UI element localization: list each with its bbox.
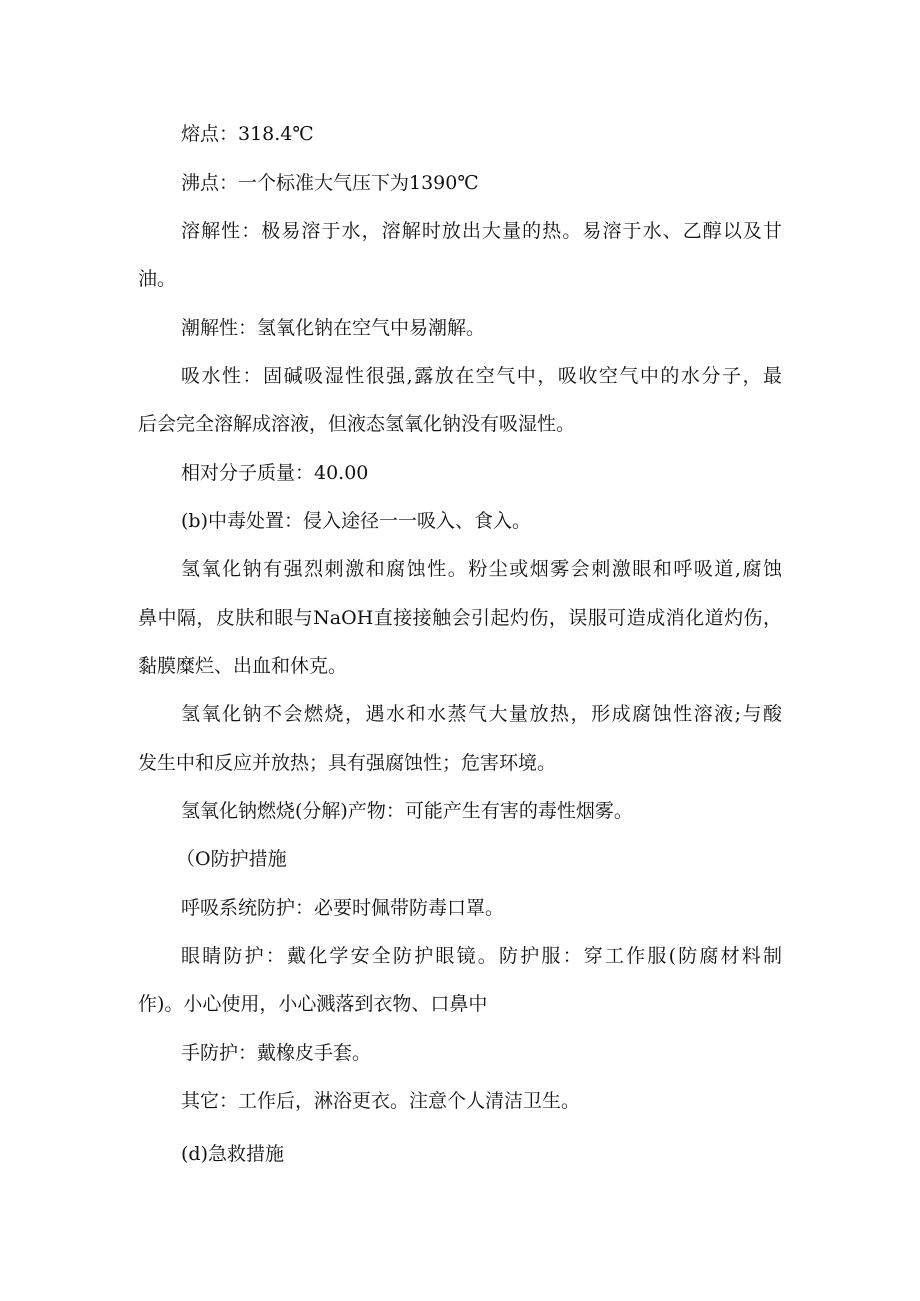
deliquescence-line: 潮解性：氢氧化钠在空气中易潮解。 (181, 317, 486, 339)
other-protection-line: 其它：工作后，淋浴更衣。注意个人清洁卫生。 (181, 1090, 581, 1112)
solubility-line-1: 溶解性：极易溶于水，溶解时放出大量的热。易溶于水、乙醇以及甘 (181, 220, 782, 242)
solubility-line-2: 油。 (138, 268, 177, 290)
hazard-line-2: 鼻中隔，皮肤和眼与NaOH直接接触会引起灼伤，误服可造成消化道灼伤， (138, 607, 782, 629)
hazard-line-1: 氢氧化钠有强烈刺激和腐蚀性。粉尘或烟雾会刺激眼和呼吸道,腐蚀 (181, 558, 782, 580)
molecular-mass-line: 相对分子质量：40.00 (181, 462, 369, 484)
respiratory-protection-line: 呼吸系统防护：必要时佩带防毒口罩。 (181, 897, 505, 919)
hazard-line-3: 黏膜糜烂、出血和休克。 (138, 655, 348, 677)
eye-protection-line-2: 作)。小心使用，小心溅落到衣物、口鼻中 (138, 993, 488, 1015)
hygroscopicity-line-1: 吸水性：固碱吸湿性很强,露放在空气中，吸收空气中的水分子，最 (181, 365, 782, 387)
hand-protection-line: 手防护：戴橡皮手套。 (181, 1042, 372, 1064)
eye-protection-line-1: 眼睛防护：戴化学安全防护眼镜。防护服：穿工作服(防腐材料制 (181, 945, 782, 967)
combustion-line-1: 氢氧化钠不会燃烧，遇水和水蒸气大量放热，形成腐蚀性溶液;与酸 (181, 703, 782, 725)
combustion-line-2: 发生中和反应并放热；具有强腐蚀性；危害环境。 (138, 752, 557, 774)
boiling-point-line: 沸点：一个标准大气压下为1390℃ (181, 172, 479, 194)
hygroscopicity-line-2: 后会完全溶解成溶液，但液态氢氧化钠没有吸湿性。 (138, 413, 576, 435)
protection-heading: （O防护措施 (176, 848, 287, 870)
first-aid-heading: (d)急救措施 (181, 1143, 284, 1165)
decomposition-line: 氢氧化钠燃烧(分解)产物：可能产生有害的毒性烟雾。 (181, 800, 633, 822)
poisoning-heading: (b)中毒处置：侵入途径一一吸入、食入。 (181, 510, 531, 532)
melting-point-line: 熔点：318.4℃ (181, 123, 314, 145)
